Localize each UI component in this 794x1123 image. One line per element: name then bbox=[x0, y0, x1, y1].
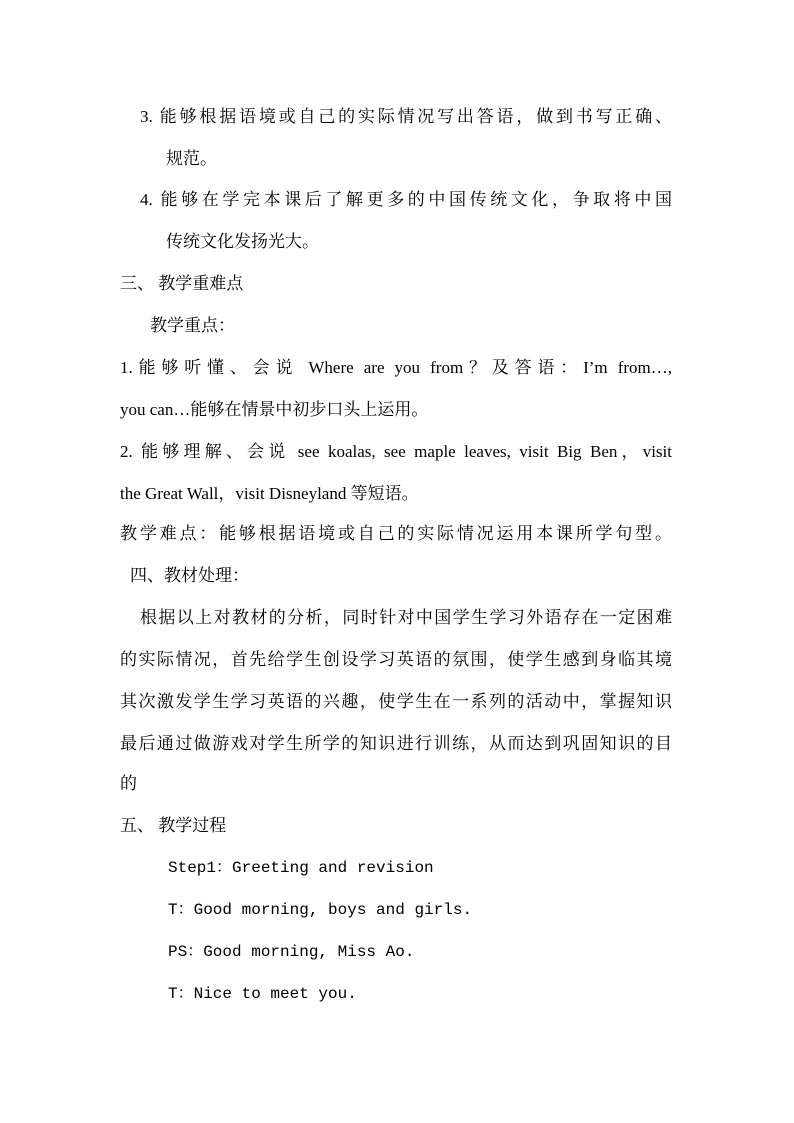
dialogue-teacher-2: T：Nice to meet you. bbox=[168, 985, 357, 1003]
section-4-para-line-2: 的实际情况，首先给学生创设学习英语的氛围，使学生感到身临其境 bbox=[120, 650, 672, 669]
difficulty-line: 教学难点：能够根据语境或自己的实际情况运用本课所学句型。 bbox=[120, 524, 672, 543]
section-4-para-line-3: 其次激发学生学习英语的兴趣，使学生在一系列的活动中，掌握知识 bbox=[120, 692, 672, 711]
objective-3-line-1: 3. 能够根据语境或自己的实际情况写出答语，做到书写正确、 bbox=[140, 107, 672, 126]
key-point-2-line-2: the Great Wall，visit Disneyland 等短语。 bbox=[120, 484, 419, 503]
dialogue-teacher-1: T：Good morning, boys and girls. bbox=[168, 901, 473, 919]
objective-4-line-1: 4. 能够在学完本课后了解更多的中国传统文化，争取将中国 bbox=[140, 190, 672, 209]
objective-4-line-2: 传统文化发扬光大。 bbox=[166, 232, 319, 251]
step1-line: Step1：Greeting and revision bbox=[168, 859, 434, 877]
section-5-heading: 五、 教学过程 bbox=[120, 816, 227, 835]
key-point-1-line-1: 1.能够听懂、会说 Where are you from？及答语：I’m from…, bbox=[120, 358, 672, 377]
key-point-2-line-1: 2. 能够理解、会说 see koalas, see maple leaves, visit Big Ben，visit bbox=[120, 442, 672, 461]
section-3-heading: 三、 教学重难点 bbox=[120, 274, 244, 293]
section-4-para-line-5: 的 bbox=[120, 774, 137, 793]
dialogue-students: PS：Good morning, Miss Ao. bbox=[168, 943, 415, 961]
section-4-heading: 四、教材处理： bbox=[130, 566, 249, 585]
section-4-para-line-1: 根据以上对教材的分析，同时针对中国学生学习外语存在一定困难 bbox=[140, 608, 672, 627]
objective-3-line-2: 规范。 bbox=[166, 149, 217, 168]
key-points-label: 教学重点： bbox=[150, 316, 235, 335]
section-4-para-line-4: 最后通过做游戏对学生所学的知识进行训练，从而达到巩固知识的目 bbox=[120, 734, 672, 753]
key-point-1-line-2: you can…能够在情景中初步口头上运用。 bbox=[120, 400, 429, 419]
